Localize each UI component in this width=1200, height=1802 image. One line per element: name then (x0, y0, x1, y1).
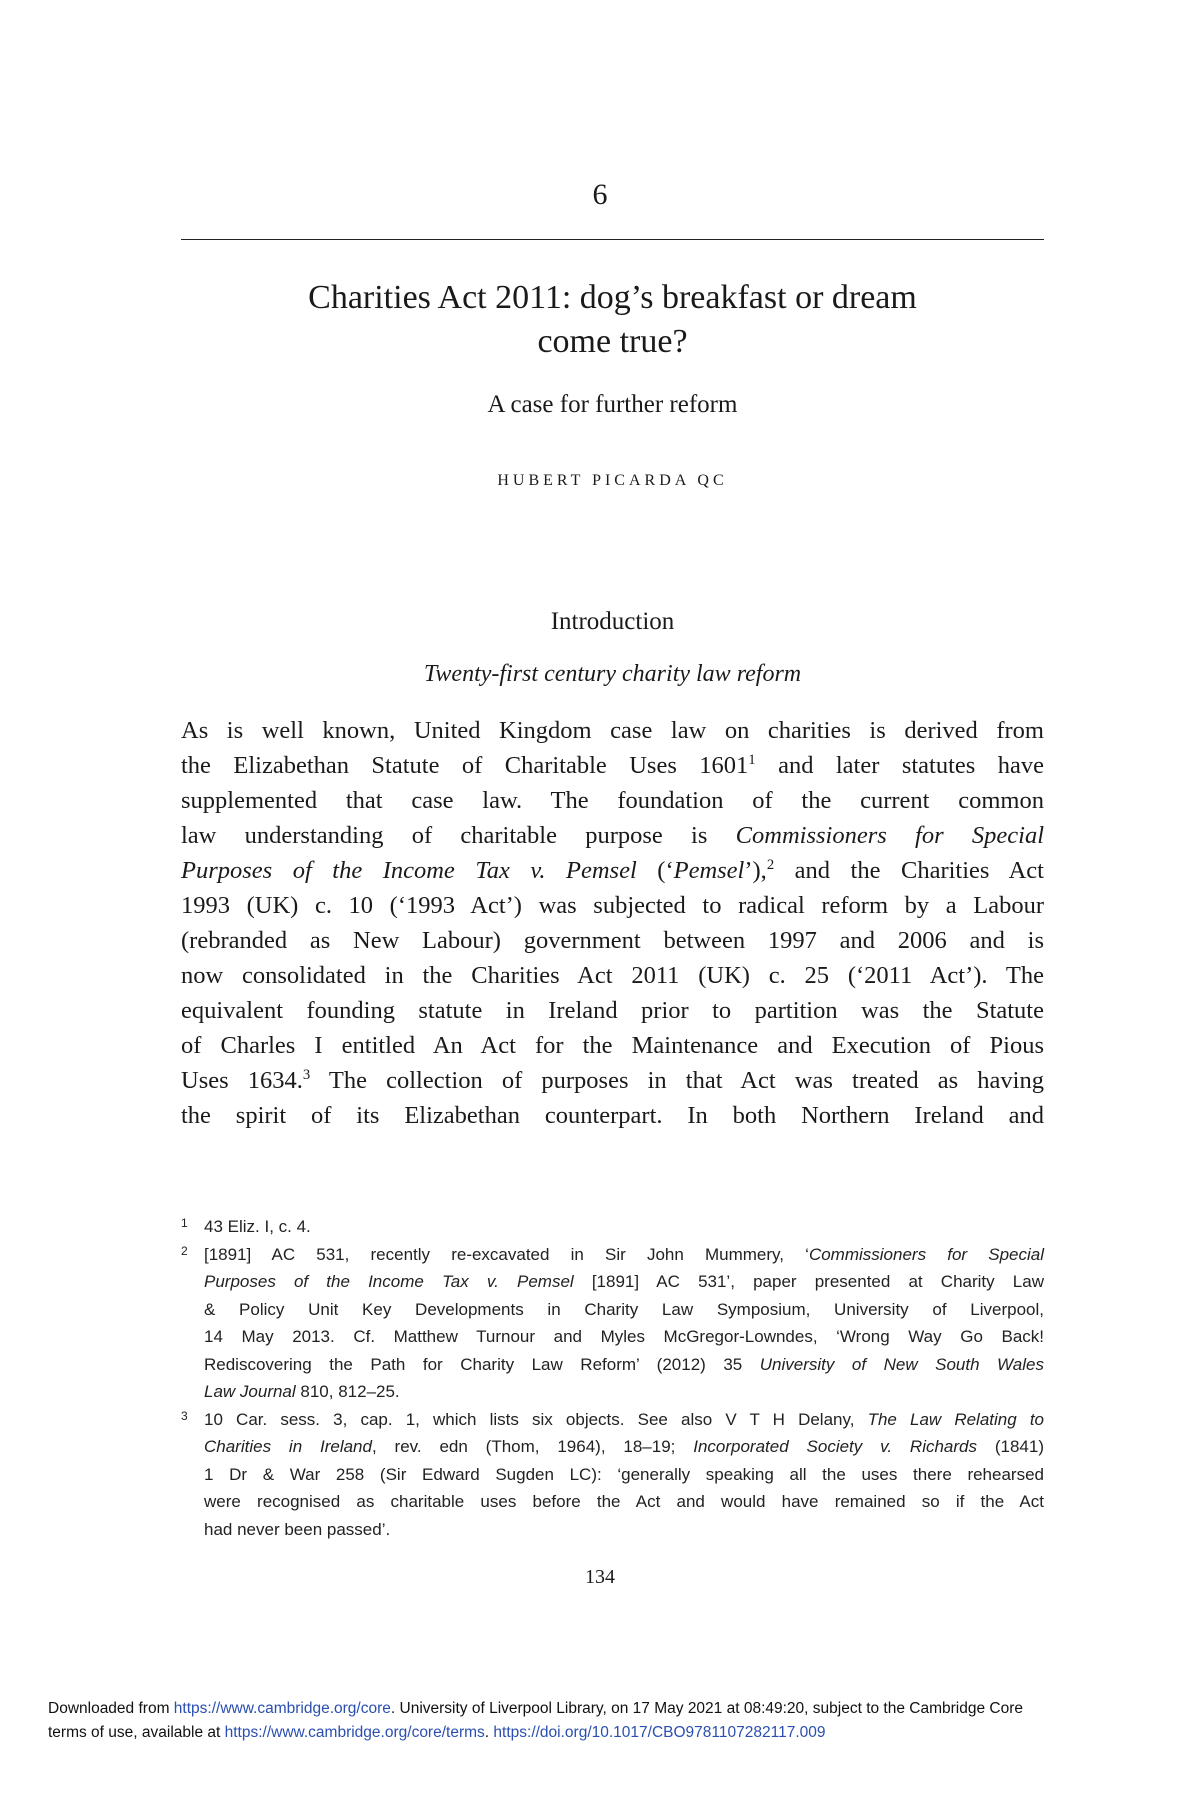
body-paragraph (181, 713, 1044, 1133)
footnote-1: 1 43 Eliz. I, c. 4. (181, 1213, 1044, 1241)
body-line: supplemented that case law. The foundation of the current common (181, 787, 1044, 814)
doi-link[interactable]: https://doi.org/10.1017/CBO9781107282117.009 (493, 1724, 826, 1741)
footnote-number: 1 (181, 1216, 188, 1230)
chapter-number: 6 (592, 178, 608, 211)
cambridge-core-link[interactable]: https://www.cambridge.org/core (173, 1700, 391, 1717)
footnote-ref[interactable]: 1 (748, 751, 756, 768)
footnote-number: 3 (181, 1408, 188, 1423)
footnote-2: 2 [1891] AC 531, recently re-excavated in Sir John Mummery, ‘Commissioners for Special Purposes of the Income Tax v. Pemsel [1891] AC 531’, paper presented at Charity Law & Policy Unit Key Developments in Charity Law Symposium, University of Liverpool, 14 May 2013. Cf. Matthew Turnour and Myles McGregor-Lowndes, ‘Wrong Way Go Back! Rediscovering the Path for Charity Law Reform’ (2012) 35 University of New South Wales Law Journal 810, 812–25. (181, 1241, 1044, 1406)
body-line: of Charles I entitled An Act for the Maintenance and Execution of Pious (181, 1032, 1044, 1059)
subsection-heading: Twenty-first century charity law reform (423, 661, 802, 687)
body-line: As is well known, United Kingdom case law on charities is derived from (181, 717, 1044, 744)
body-line: equivalent founding statute in Ireland prior to partition was the Statute (181, 997, 1044, 1024)
author-name: HUBERT PICARDA QC (497, 472, 728, 489)
body-line: Uses 1634.$^3$ The collection of purposes in that Act was treated as having (181, 1066, 1044, 1094)
footnote-number: 2 (181, 1243, 188, 1258)
body-line: law understanding of charitable purpose is Commissioners for Special (181, 822, 1045, 849)
body-line: the spirit of its Elizabethan counterpart. In both Northern Ireland and (181, 1102, 1044, 1129)
chapter-title-line-1: Charities Act 2011: dog’s breakfast or dream (308, 279, 917, 316)
page-number: 134 (585, 1566, 615, 1588)
body-line: (rebranded as New Labour) government between 1997 and 2006 and is (181, 927, 1044, 954)
body-line: Purposes of the Income Tax v. Pemsel (‘Pemsel’),$^2$ and the Charities Act (181, 856, 1044, 884)
footnote-3: 3 10 Car. sess. 3, cap. 1, which lists six objects. See also V T H Delany, The Law Relating to Charities in Ireland, rev. edn (Thom, 1964), 18–19; Incorporated Society v. Richards (1841) 1 Dr & War 258 (Sir Edward Sugden LC): ‘generally speaking all the uses there rehearsed were recognised as charitable uses before the Act and would have remained so if the Act had never been passed’. (181, 1406, 1044, 1544)
body-line: 1993 (UK) c. 10 (‘1993 Act’) was subjected to radical reform by a Labour (181, 892, 1044, 919)
chapter-subtitle: A case for further reform (487, 391, 738, 418)
section-heading: Introduction (550, 608, 675, 635)
chapter-title (181, 276, 1044, 364)
footnote-ref[interactable]: 3 (302, 1066, 311, 1083)
footnotes (181, 1213, 1044, 1543)
terms-link[interactable]: https://www.cambridge.org/core/terms (224, 1724, 485, 1741)
chapter-title-line-2: come true? (537, 323, 688, 360)
body-line: the Elizabethan Statute of Charitable Uses 1601$^1$ and later statutes have (181, 751, 1044, 779)
download-notice: Downloaded from https://www.cambridge.org/core. University of Liverpool Library, on 17 May 2021 at 08:49:20, subject to the Cambridge Core terms of use, available at https://www.cambridge.org/core/terms. https://doi.org/10.1017/CBO9781107282117.009 (48, 1700, 1023, 1741)
footnote-ref[interactable]: 2 (766, 856, 775, 873)
body-line: now consolidated in the Charities Act 2011 (UK) c. 25 (‘2011 Act’). The (181, 962, 1044, 989)
chapter-rule (181, 239, 1044, 240)
